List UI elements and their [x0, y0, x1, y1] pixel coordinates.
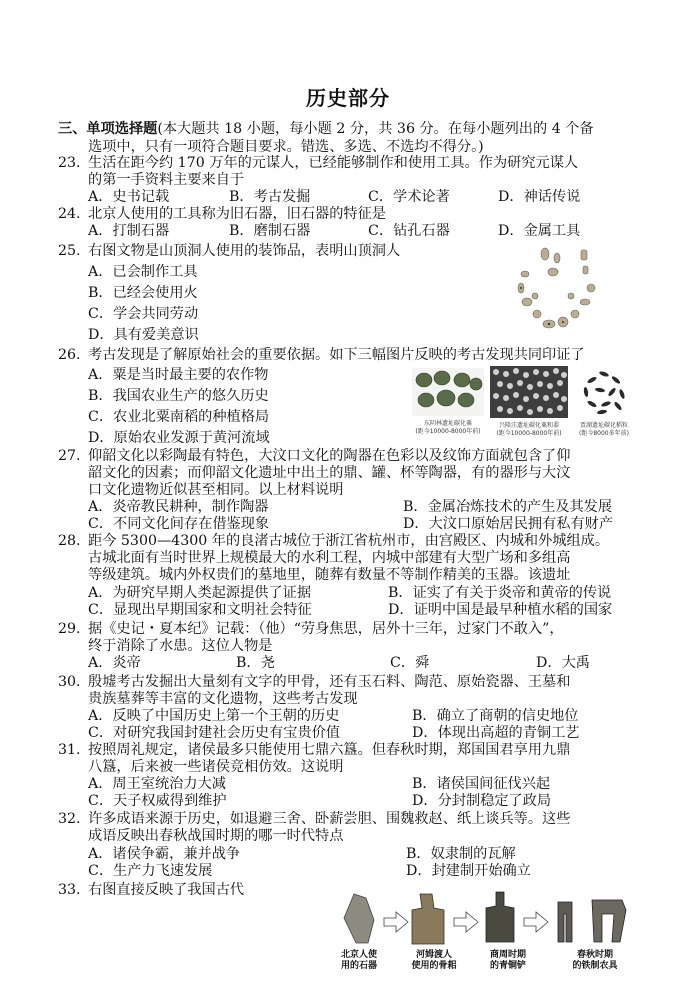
q30-number: 30. — [58, 674, 81, 690]
q33-caption-3a: 商周时期 — [489, 950, 526, 960]
q31-stem-2: 八簋，后来被一些诸侯竞相仿效。这说明 — [88, 759, 344, 775]
q26-number: 26. — [58, 347, 81, 363]
q28-number: 28. — [58, 533, 81, 549]
q26-caption-2b: (距今10000-8000年前) — [496, 430, 562, 437]
q32-stem-1: 许多成语来源于历史，如退避三舍、卧薪尝胆、围魏救赵、纸上谈兵等。这些 — [88, 811, 571, 827]
carbonized-millet-broomcorn-image — [490, 366, 568, 418]
q26-option-d: D．原始农业发源于黄河流域 — [88, 430, 270, 446]
q24-option-b: B．磨制石器 — [229, 223, 311, 239]
q26-caption-3b: (距今8000多年前) — [579, 430, 629, 437]
q27-option-c: C．不同文化间存在借鉴现象 — [88, 516, 270, 532]
q32-option-d: D．封建制开始确立 — [406, 863, 531, 879]
carbonized-rice-image — [578, 366, 630, 418]
q30-stem-2: 贵族墓葬等丰富的文化遗物，这些考古发现 — [88, 691, 358, 707]
q29-stem-2: 终于消除了水患。这位人物是 — [88, 638, 273, 654]
section-header — [58, 120, 594, 138]
page-title: 历史部分 — [306, 86, 390, 110]
section-instruction-1: (本大题共 18 小题，每小题 2 分，共 36 分。在每小题列出的 4 个备 — [157, 121, 594, 137]
q23-option-a: A．史书记载 — [88, 189, 170, 205]
q28-option-a: A．为研究早期人类起源提供了证据 — [88, 585, 312, 601]
q27-option-b: B．金属冶炼技术的产生及其发展 — [403, 499, 613, 515]
q23-number: 23. — [58, 155, 81, 171]
q31-option-b: B．诸侯国间征伐兴起 — [412, 776, 551, 792]
q30-option-a: A．反映了中国历史上第一个王朝的历史 — [88, 708, 340, 724]
q27-stem-2: 韶文化的因素；而仰韶文化遗址中出土的鼎、罐、杯等陶器，有的器形与大汶 — [88, 465, 571, 481]
q33-caption-4 — [560, 950, 630, 972]
q29-number: 29. — [58, 621, 81, 637]
q33-caption-3b: 的青铜铲 — [489, 961, 526, 971]
q30-option-c: C．对研究我国封建社会历史有宝贵价值 — [88, 725, 341, 741]
q31-option-c: C．天子权威得到维护 — [88, 793, 227, 809]
q25-stem-1: 右图文物是山顶洞人使用的装饰品，表明山顶洞人 — [88, 243, 401, 259]
q23-option-c: C．学术论著 — [368, 189, 450, 205]
q31-option-d: D．分封制稳定了政局 — [412, 793, 552, 809]
q33-caption-4a: 春秋时期 — [576, 950, 613, 960]
q30-stem-1: 殷墟考古发掘出大量刻有文字的甲骨，还有玉石料、陶范、原始瓷器、王墓和 — [88, 674, 571, 690]
q23-option-d: D．神话传说 — [498, 189, 581, 205]
q24-option-d: D．金属工具 — [498, 223, 581, 239]
q29-option-a: A．炎帝 — [88, 655, 141, 671]
q27-option-a: A．炎帝教民耕种，制作陶器 — [88, 499, 269, 515]
q32-option-b: B．奴隶制的瓦解 — [406, 846, 516, 862]
farming-tools-evolution-image — [336, 888, 636, 948]
q31-option-a: A．周王室统治力大减 — [88, 776, 226, 792]
q31-number: 31. — [58, 742, 81, 758]
q29-option-c: C．舜 — [390, 655, 430, 671]
q23-stem-1: 生活在距今约 170 万年的元谋人，已经能够制作和使用工具。作为研究元谋人 — [88, 155, 579, 171]
q33-caption-1b: 用的石器 — [340, 961, 377, 971]
q25-option-b: B．已经会使用火 — [88, 285, 198, 301]
q30-option-d: D．体现出高超的青铜工艺 — [412, 725, 580, 741]
q26-stem-1: 考古发现是了解原始社会的重要依据。如下三幅图片反映的考古发现共同印证了 — [88, 347, 585, 363]
q29-option-b: B．尧 — [236, 655, 275, 671]
q28-option-b: B．证实了有关于炎帝和黄帝的传说 — [388, 585, 612, 601]
q26-caption-3a: 贾湖遗址碳化稻粒 — [579, 422, 628, 429]
q33-caption-2b: 使用的骨耜 — [411, 961, 457, 971]
q24-number: 24. — [58, 206, 81, 222]
q33-number: 33. — [58, 882, 81, 898]
section-instruction-2: 选项中，只有一项符合题目要求。错选、多选、不选均不得分。) — [88, 139, 484, 155]
q33-stem-1: 右图直接反映了我国古代 — [88, 882, 245, 898]
q32-stem-2: 成语反映出春秋战国时期的哪一时代特点 — [88, 828, 344, 844]
q25-option-c: C．学会共同劳动 — [88, 306, 199, 322]
q24-option-a: A．打制石器 — [88, 223, 170, 239]
q27-option-d: D．大汶口原始居民拥有私有财产 — [403, 516, 614, 532]
q27-number: 27. — [58, 448, 81, 464]
q27-stem-3: 口文化遗物近似甚至相同。以上材料说明 — [88, 482, 344, 498]
q23-option-b: B．考古发掘 — [229, 189, 311, 205]
q32-option-c: C．生产力飞速发展 — [88, 863, 213, 879]
q28-stem-3: 等级建筑。城内外权贵们的墓地里，随葬有数量不等制作精美的玉器。该遗址 — [88, 567, 571, 583]
q24-stem-1: 北京人使用的工具称为旧石器，旧石器的特征是 — [88, 206, 386, 222]
q33-caption-1a: 北京人使 — [340, 950, 377, 960]
q26-option-b: B．我国农业生产的悠久历史 — [88, 388, 269, 404]
shandingdong-ornaments-image — [505, 244, 605, 342]
q32-option-a: A．诸侯争霸，兼并战争 — [88, 846, 241, 862]
q33-caption-2a: 河姆渡人 — [415, 950, 452, 960]
q26-caption-1b: (距今10000-8000年前) — [415, 428, 481, 435]
q33-caption-1 — [334, 950, 384, 972]
q29-stem-1: 据《史记・夏本纪》记载：（他）“劳身焦思，居外十三年，过家门不敢入”， — [88, 621, 564, 637]
q31-stem-1: 按照周礼规定，诸侯最多只能使用七鼎六簋。但春秋时期，郑国国君享用九鼎 — [88, 742, 571, 758]
q25-number: 25. — [58, 243, 81, 259]
q33-caption-4b: 的铁制农具 — [572, 961, 618, 971]
q30-option-b: B．确立了商朝的信史地位 — [412, 708, 579, 724]
q26-option-c: C．农业北粟南稻的种植格局 — [88, 409, 270, 425]
q27-stem-1: 仰韶文化以彩陶最有特色，大汶口文化的陶器在色彩以及纹饰方面就包含了仰 — [88, 448, 571, 464]
q24-option-c: C．钻孔石器 — [368, 223, 450, 239]
q33-caption-3 — [478, 950, 538, 972]
q32-number: 32. — [58, 811, 81, 827]
q25-option-d: D．具有爱美意识 — [88, 327, 199, 343]
q28-option-c: C．显现出早期国家和文明社会特征 — [88, 602, 312, 618]
q28-stem-1: 距今 5300—4300 年的良渚古城位于浙江省杭州市，由宫殿区、内城和外城组成。 — [88, 533, 610, 549]
section-label: 三、单项选择题 — [58, 121, 158, 137]
q25-option-a: A．已会制作工具 — [88, 264, 198, 280]
q28-stem-2: 古城北面有当时世界上规模最大的水利工程，内城中部建有大型广场和多组高 — [88, 550, 571, 566]
carbonized-millet-image — [412, 368, 484, 416]
q23-stem-2: 的第一手资料主要来自于 — [88, 172, 245, 188]
q28-option-d: D．证明中国是最早种植水稻的国家 — [388, 602, 613, 618]
q26-caption-1a: 东阴林遗址碳化粟 — [423, 420, 472, 427]
q26-option-a: A．粟是当时最主要的农作物 — [88, 367, 269, 383]
q33-caption-2 — [404, 950, 464, 972]
q29-option-d: D．大禹 — [536, 655, 590, 671]
q26-caption-2a: 兴隆洼遗址碳化粟和黍 — [498, 422, 559, 429]
